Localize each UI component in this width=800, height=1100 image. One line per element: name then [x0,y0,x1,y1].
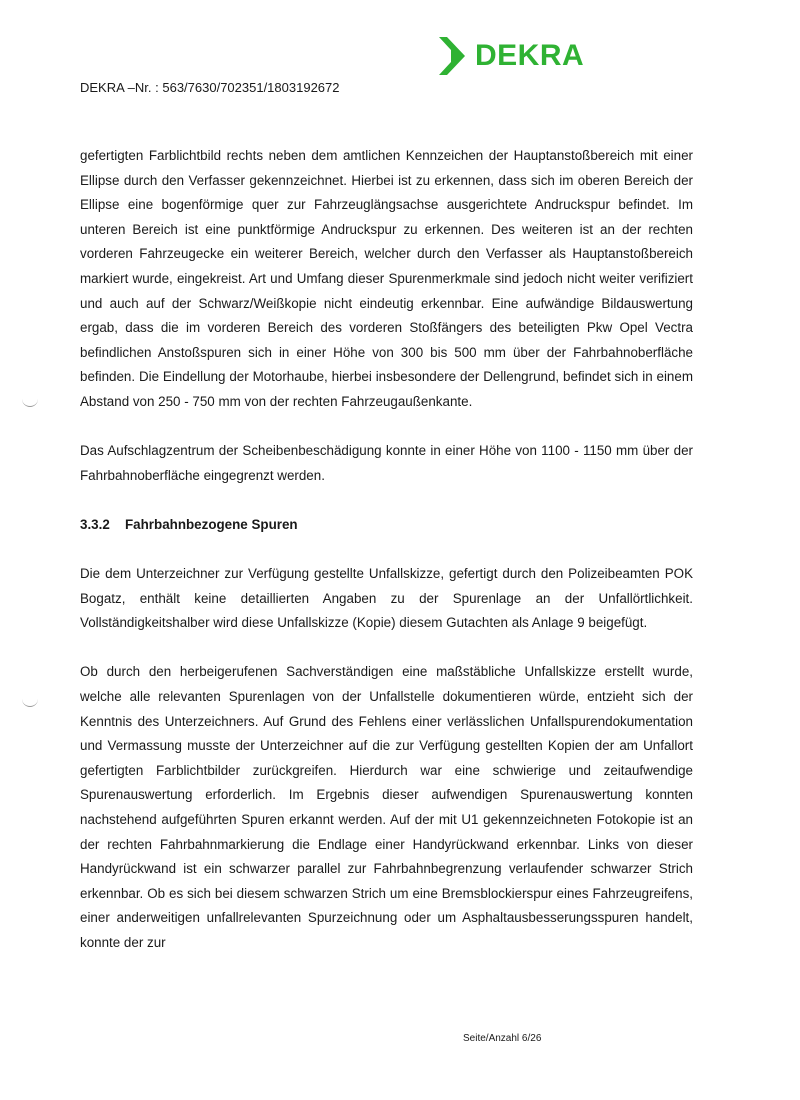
punch-hole-mark [22,398,38,407]
page-number: Seite/Anzahl 6/26 [463,1033,542,1044]
section-heading [80,513,693,538]
document-body [80,144,693,956]
body-paragraph: Das Aufschlagzentrum der Scheibenbeschädigung konnte in einer Höhe von 1100 - 1150 mm über der Fahrbahnoberfläche eingegrenzt werden. [80,443,693,483]
section-paragraph: Die dem Unterzeichner zur Verfügung gestellte Unfallskizze, gefertigt durch den Polizeibeamten POK Bogatz, enthält keine detaillierten Angaben zu der Spurenlage an der Unfallörtlichkeit. Vollständigkeitshalber wird diese Unfallskizze (Kopie) diesem Gutachten als Anlage 9 beigefügt. [80,566,693,631]
dekra-arrow-logo-icon [438,36,466,76]
section-title: Fahrbahnbezogene Spuren [125,516,298,532]
dekra-logo [438,36,584,76]
section-paragraph: Ob durch den herbeigerufenen Sachverständigen eine maßstäbliche Unfallskizze erstellt wurde, welche alle relevanten Spurenlagen von der Unfallstelle dokumentieren würde, entzieht sich der Kenntnis des Unterzeichners. Auf Grund des Fehlens einer verlässlichen Unfallspurendokumentation und Vermassung musste der Unterzeichner auf die zur Verfügung gestellten Kopien der am Unfallort gefertigten Farblichtbilder zurückgreifen. Hierdurch war eine schwierige und zeitaufwendige Spurenauswertung erforderlich. Im Ergebnis dieser aufwendigen Spurenauswertung konnten nachstehend aufgeführten Spuren erkannt werden. Auf der mit U1 gekennzeichneten Fotokopie ist an der rechten Fahrbahnmarkierung die Endlage einer Handyrückwand erkennbar. Links von dieser Handyrückwand ist ein schwarzer parallel zur Fahrbahnbegrenzung verlaufender schwarzer Strich erkennbar. Ob es sich bei diesem schwarzen Strich um eine Bremsblockierspur eines Fahrzeugreifens, einer anderweitigen unfallrelevanten Spurzeichnung oder um Asphaltausbesserungsspuren handelt, konnte der zur [80,664,693,950]
logo-text: DEKRA [475,39,585,72]
section-number: 3.3.2 [80,516,110,532]
document-number: DEKRA –Nr. : 563/7630/702351/1803192672 [80,80,340,95]
punch-hole-mark [22,698,38,707]
body-paragraph: gefertigten Farblichtbild rechts neben dem amtlichen Kennzeichen der Hauptanstoßbereich mit einer Ellipse durch den Verfasser gekennzeichnet. Hierbei ist zu erkennen, dass sich im oberen Bereich der Ellipse eine bogenförmige quer zur Fahrzeuglängsachse ausgerichtete Andruckspur befindet. Im unteren Bereich ist eine punktförmige Andruckspur zu erkennen. Des weiteren ist an der rechten vorderen Fahrzeugecke ein weiterer Bereich, welcher durch den Verfasser als Hauptanstoßbereich markiert wurde, eingekreist. Art und Umfang dieser Spurenmerkmale sind jedoch nicht weiter verifiziert und auch auf der Schwarz/Weißkopie nicht eindeutig erkennbar. Eine aufwändige Bildauswertung ergab, dass die im vorderen Bereich des vorderen Stoßfängers des beteiligten Pkw Opel Vectra befindlichen Anstoßspuren sich in einer Höhe von 300 bis 500 mm über der Fahrbahnoberfläche befinden. Die Eindellung der Motorhaube, hierbei insbesondere der Dellengrund, befindet sich in einem Abstand von 250 - 750 mm von der rechten Fahrzeugaußenkante. [80,148,693,409]
